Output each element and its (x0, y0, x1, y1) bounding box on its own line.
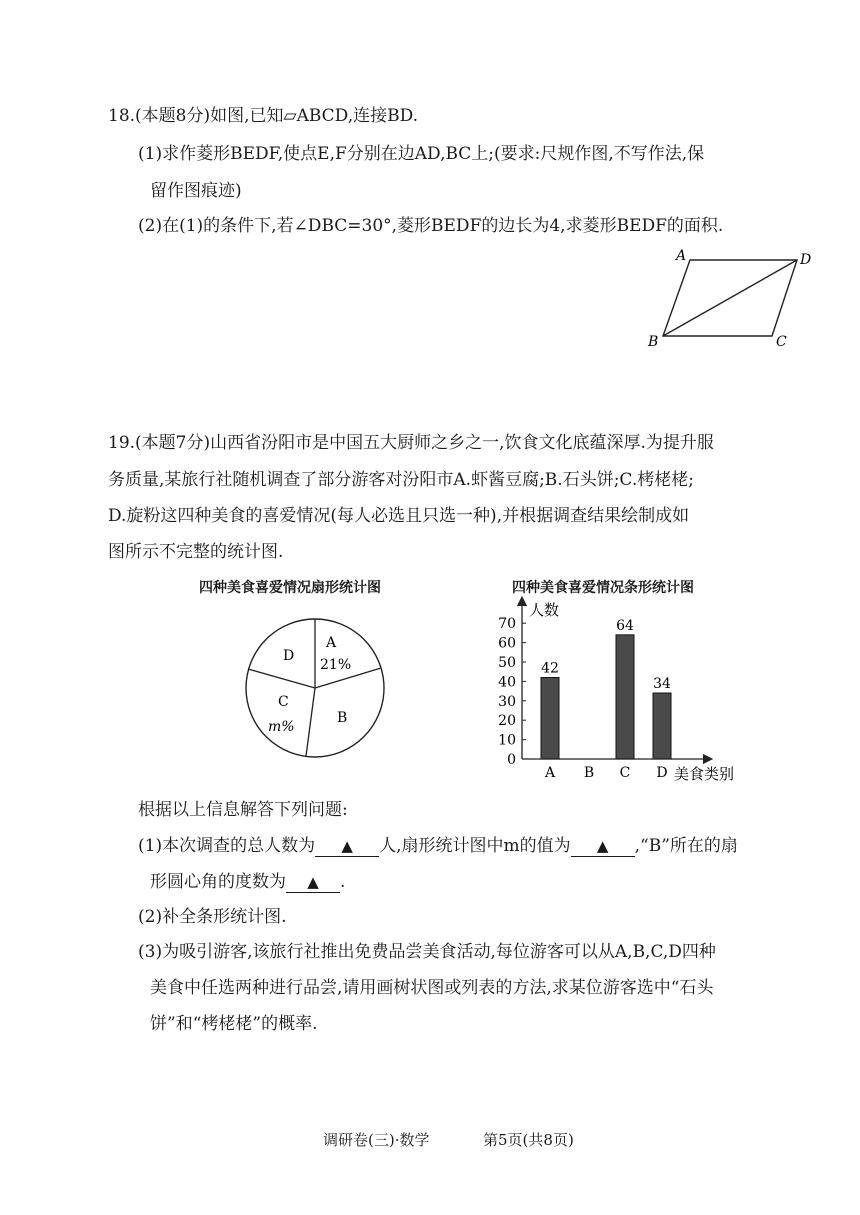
bar-C (616, 635, 634, 759)
answer-blank-total: ▲ (315, 836, 379, 857)
pie-slice-label-b: B (337, 710, 348, 726)
bar-chart-y-label: 人数 (529, 601, 560, 619)
pie-slice-percent-a: 21% (320, 657, 352, 673)
q18-part1-line2: 留作图痕迹) (150, 181, 242, 201)
q19-part2: (2)补全条形统计图. (138, 907, 287, 927)
q18-stem: 18.(本题8分)如图,已知▱ABCD,连接BD. (108, 106, 419, 126)
y-tick-label-10: 10 (498, 732, 516, 749)
vertex-label-a: A (676, 248, 687, 264)
pie-slice-label-d: D (283, 648, 295, 664)
q19-part1-text-a: (1)本次调查的总人数为 (138, 836, 316, 856)
bar-D (653, 693, 671, 759)
footer-subject: 调研卷(三)·数学 (323, 1131, 430, 1149)
data-label-D: 34 (653, 676, 671, 693)
q19-stem-line1: 19.(本题7分)山西省汾阳市是中国五大厨师之乡之一,饮食文化底蕴深厚.为提升服 (108, 433, 714, 453)
y-tick-label-60: 60 (498, 635, 516, 652)
pie-slice-percent-c: m% (268, 719, 295, 735)
q19-stem-line3: D.旋粉这四种美食的喜爱情况(每人必选且只选一种),并根据调查结果绘制成如 (108, 506, 690, 526)
pie-chart-title: 四种美食喜爱情况扇形统计图 (199, 580, 381, 596)
bar-chart (492, 595, 762, 790)
q19-part3-line3: 饼”和“栲栳栳”的概率. (150, 1014, 318, 1034)
bar-A (541, 678, 559, 759)
q19-part1-text-c: ,“B”所在的扇 (634, 836, 738, 856)
footer-page-number: 第5页(共8页) (483, 1131, 574, 1149)
q19-part1-line2 (150, 869, 345, 895)
bar-chart-x-label: 美食类别 (674, 765, 735, 783)
q19-part3-line2: 美食中任选两种进行品尝,请用画树状图或列表的方法,求某位游客选中“石头 (150, 978, 714, 998)
q19-stem-line4: 图所示不完整的统计图. (108, 542, 284, 562)
q19-part3-line1: (3)为吸引游客,该旅行社推出免费品尝美食活动,每位游客可以从A,B,C,D四种 (138, 942, 716, 962)
bar-chart-title: 四种美食喜爱情况条形统计图 (512, 580, 694, 596)
y-tick-label-0: 0 (507, 752, 516, 768)
answer-blank-angle: ▲ (286, 872, 340, 893)
q19-part1-text-d: 形圆心角的度数为 (150, 872, 286, 892)
vertex-label-b: B (648, 334, 659, 350)
q19-part1-text-b: 人,扇形统计图中m的值为 (379, 836, 571, 856)
q19-part1-end: . (340, 872, 346, 892)
x-tick-label-A: A (544, 765, 556, 781)
q18-part1-line1: (1)求作菱形BEDF,使点E,F分别在边AD,BC上;(要求:尺规作图,不写作法,保 (138, 144, 705, 164)
pie-slice-label-a: A (326, 635, 337, 651)
y-tick-label-30: 30 (498, 693, 516, 710)
y-tick-label-50: 50 (498, 655, 516, 671)
pie-chart (240, 615, 390, 765)
x-tick-label-C: C (619, 765, 631, 781)
pie-slice-label-c: C (278, 694, 289, 710)
answer-blank-m: ▲ (571, 836, 635, 857)
parallelogram-figure (640, 244, 820, 354)
vertex-label-c: C (776, 334, 787, 350)
q19-part1-line1 (138, 833, 738, 859)
q19-stem-line2: 务质量,某旅行社随机调查了部分游客对汾阳市A.虾酱豆腐;B.石头饼;C.栲栳栳; (108, 470, 694, 490)
x-tick-label-B: B (583, 765, 595, 781)
q19-intro: 根据以上信息解答下列问题: (138, 800, 348, 820)
y-tick-label-40: 40 (498, 674, 516, 691)
diagonal-bd (663, 260, 797, 336)
y-tick-label-20: 20 (498, 713, 516, 730)
q18-part2: (2)在(1)的条件下,若∠DBC=30°,菱形BEDF的边长为4,求菱形BEDF的面积. (138, 216, 724, 236)
vertex-label-d: D (800, 252, 812, 268)
data-label-C: 64 (616, 617, 634, 634)
x-tick-label-D: D (656, 765, 668, 781)
data-label-A: 42 (541, 660, 559, 677)
y-tick-label-70: 70 (498, 616, 516, 633)
